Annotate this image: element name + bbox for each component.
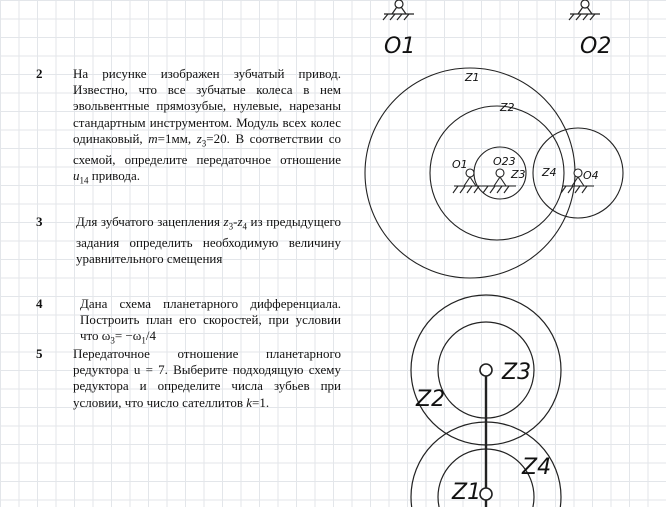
label-z4-drive: Z4 [542, 166, 557, 179]
label-z3-planetary: Z3 [502, 360, 532, 385]
top-supports [383, 0, 600, 20]
label-o1-drive: O1 [452, 158, 468, 171]
label-z1-drive: Z1 [465, 71, 480, 84]
label-z3-drive: Z3 [511, 168, 526, 181]
label-z2-planetary: Z2 [416, 387, 446, 412]
label-z1-planetary: Z1 [452, 480, 482, 505]
label-o2-top: O2 [580, 34, 612, 59]
label-z2-drive: Z2 [500, 101, 515, 114]
task-3-text: Для зубчатого зацепления $z_3-z_4$ из предыдущего задания определить необходимую величину уравнительного смещения [76, 214, 341, 266]
task-2-text: На рисунке изображен зубчатый привод. Известно, что все зубчатые колеса в нем эвольвентные прямозубые, нулевые, нарезаны стандартным инструментом. Модуль всех колес одинаковый, m=1мм, $z_3=20$. В соответствии со схемой, определите передаточное отношение $u_{14}$ привода. [73, 66, 341, 186]
task-4-text: Дана схема планетарного дифференциала. Построить план его скоростей, при условии что $\omega_3= -\omega_1/4$ [80, 296, 341, 346]
task-number-3: 3 [36, 214, 43, 229]
task-number-2: 2 [36, 66, 43, 81]
task-number-5: 5 [36, 346, 43, 361]
task-5-text: Передаточное отношение планетарного редуктора u = 7. Выберите подходящую схему редуктора и определите числа зубьев при условии, что число сателлитов k=1. [73, 346, 341, 410]
label-o1-top: O1 [384, 34, 416, 59]
label-o23-drive: O23 [493, 155, 516, 168]
label-o4-drive: O4 [583, 169, 599, 182]
label-z4-planetary: Z4 [522, 455, 552, 480]
task-number-4: 4 [36, 296, 43, 311]
